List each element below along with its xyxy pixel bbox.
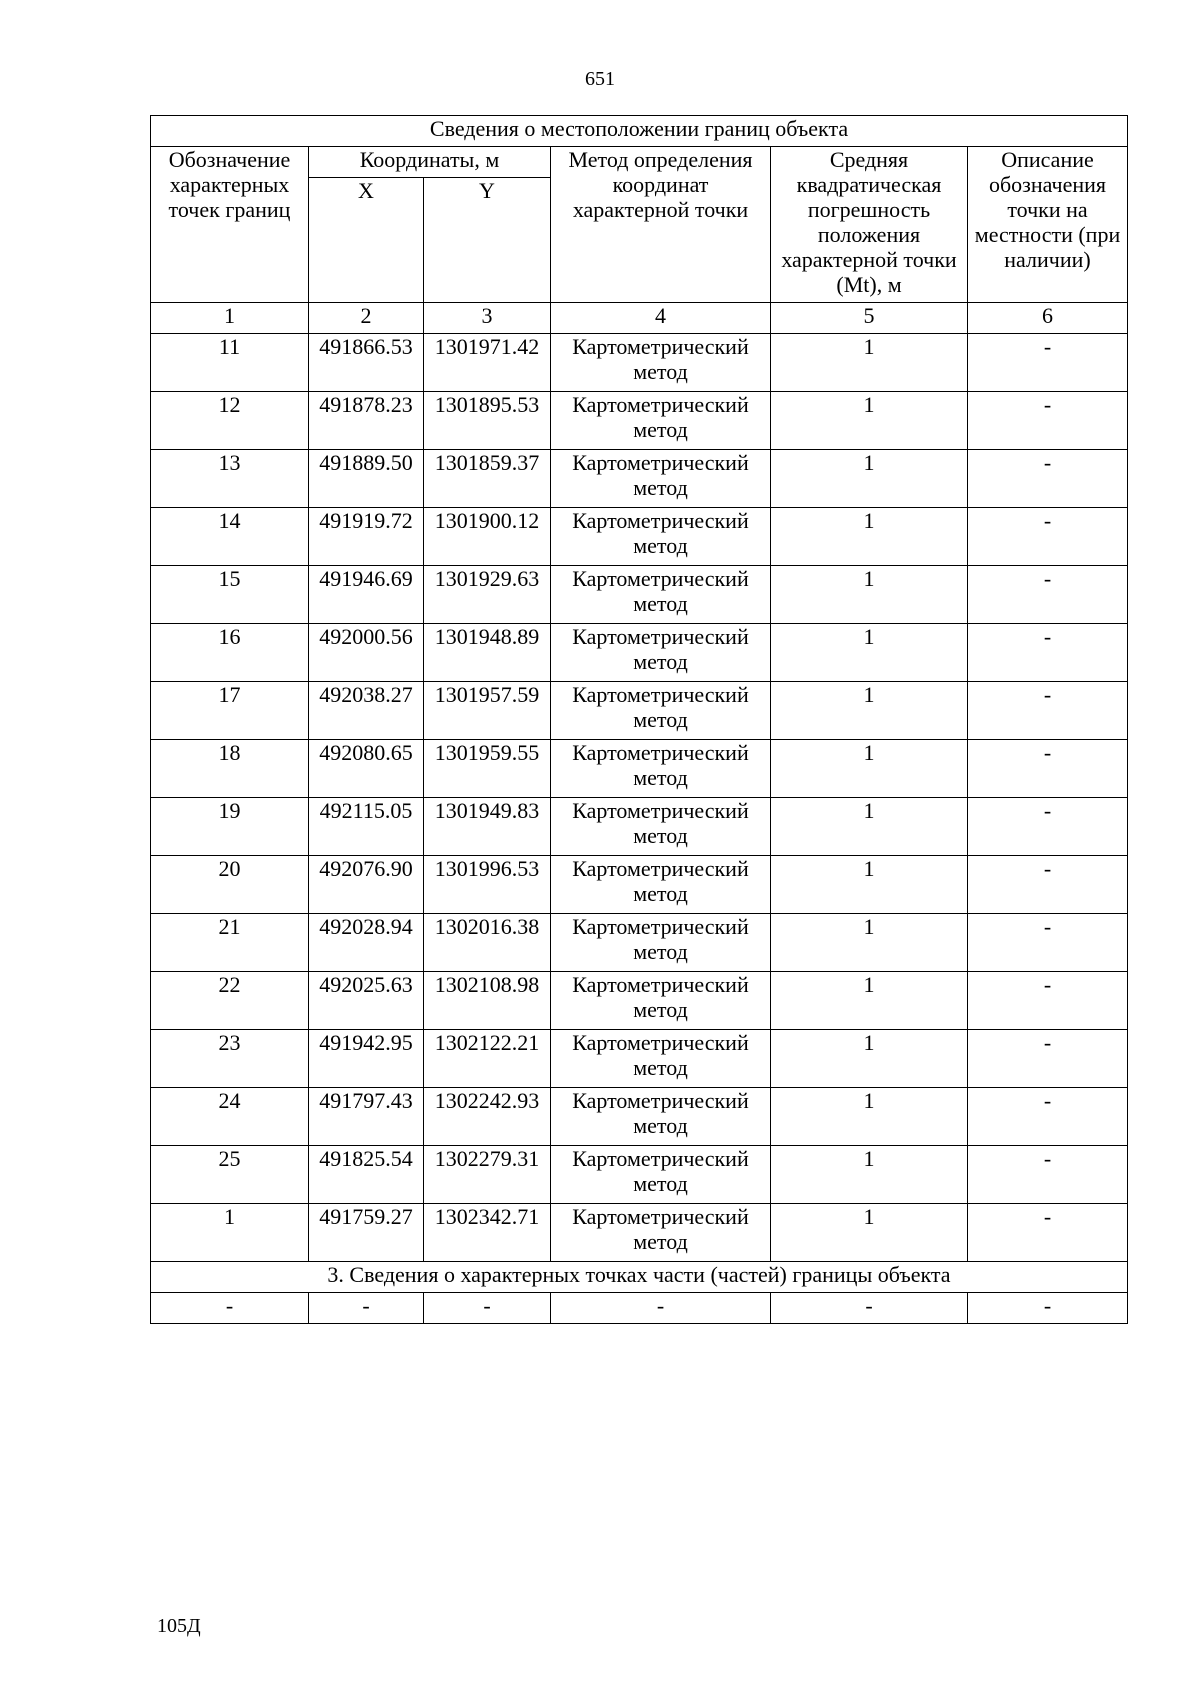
column-number: 5	[771, 303, 968, 334]
table-row	[151, 798, 1128, 856]
header-y: Y	[424, 178, 551, 303]
cell-point: 23	[151, 1030, 309, 1088]
cell-point: 18	[151, 740, 309, 798]
cell-accuracy: 1	[771, 856, 968, 914]
table-title: Сведения о местоположении границ объекта	[151, 116, 1128, 147]
table-row	[151, 334, 1128, 392]
cell-method: Картометрический метод	[551, 508, 771, 566]
table-row	[151, 566, 1128, 624]
cell-method: Картометрический метод	[551, 914, 771, 972]
cell-x: 491942.95	[309, 1030, 424, 1088]
cell-y: 1302342.71	[424, 1204, 551, 1262]
cell-y: 1301957.59	[424, 682, 551, 740]
table-row	[151, 392, 1128, 450]
cell-point: 16	[151, 624, 309, 682]
cell-point: 17	[151, 682, 309, 740]
table-row	[151, 1030, 1128, 1088]
section3-title: 3. Сведения о характерных точках части (частей) границы объекта	[151, 1262, 1128, 1293]
cell-description: -	[968, 1088, 1128, 1146]
cell-method: Картометрический метод	[551, 566, 771, 624]
cell-description: -	[968, 740, 1128, 798]
page-number: 651	[585, 68, 615, 90]
cell-accuracy: 1	[771, 1146, 968, 1204]
cell-accuracy: 1	[771, 450, 968, 508]
section3-cell: -	[968, 1293, 1128, 1324]
cell-method: Картометрический метод	[551, 334, 771, 392]
table-row	[151, 682, 1128, 740]
section3-cell: -	[151, 1293, 309, 1324]
cell-y: 1302122.21	[424, 1030, 551, 1088]
cell-method: Картометрический метод	[551, 392, 771, 450]
column-number: 1	[151, 303, 309, 334]
cell-accuracy: 1	[771, 392, 968, 450]
cell-accuracy: 1	[771, 1088, 968, 1146]
cell-point: 19	[151, 798, 309, 856]
cell-y: 1301948.89	[424, 624, 551, 682]
cell-method: Картометрический метод	[551, 1204, 771, 1262]
cell-y: 1301996.53	[424, 856, 551, 914]
cell-accuracy: 1	[771, 1030, 968, 1088]
table-row	[151, 1204, 1128, 1262]
header-x: X	[309, 178, 424, 303]
cell-description: -	[968, 972, 1128, 1030]
cell-x: 491919.72	[309, 508, 424, 566]
cell-method: Картометрический метод	[551, 624, 771, 682]
cell-accuracy: 1	[771, 798, 968, 856]
cell-x: 492028.94	[309, 914, 424, 972]
cell-method: Картометрический метод	[551, 972, 771, 1030]
cell-y: 1302242.93	[424, 1088, 551, 1146]
cell-x: 491759.27	[309, 1204, 424, 1262]
cell-x: 491797.43	[309, 1088, 424, 1146]
column-number: 2	[309, 303, 424, 334]
table-row	[151, 856, 1128, 914]
cell-x: 492038.27	[309, 682, 424, 740]
cell-accuracy: 1	[771, 624, 968, 682]
table-row	[151, 914, 1128, 972]
cell-y: 1302108.98	[424, 972, 551, 1030]
cell-y: 1302279.31	[424, 1146, 551, 1204]
cell-y: 1301859.37	[424, 450, 551, 508]
cell-point: 13	[151, 450, 309, 508]
table-row	[151, 972, 1128, 1030]
cell-accuracy: 1	[771, 914, 968, 972]
table-row	[151, 1088, 1128, 1146]
table-row	[151, 450, 1128, 508]
cell-x: 492076.90	[309, 856, 424, 914]
column-number: 4	[551, 303, 771, 334]
cell-y: 1301949.83	[424, 798, 551, 856]
cell-point: 20	[151, 856, 309, 914]
cell-accuracy: 1	[771, 972, 968, 1030]
footer-code: 105Д	[157, 1615, 201, 1637]
cell-method: Картометрический метод	[551, 450, 771, 508]
cell-description: -	[968, 566, 1128, 624]
cell-x: 491889.50	[309, 450, 424, 508]
cell-description: -	[968, 1146, 1128, 1204]
cell-method: Картометрический метод	[551, 1088, 771, 1146]
cell-point: 22	[151, 972, 309, 1030]
cell-description: -	[968, 798, 1128, 856]
cell-point: 25	[151, 1146, 309, 1204]
cell-x: 491878.23	[309, 392, 424, 450]
boundary-table	[150, 115, 1128, 1324]
cell-description: -	[968, 392, 1128, 450]
cell-description: -	[968, 1204, 1128, 1262]
cell-description: -	[968, 856, 1128, 914]
cell-description: -	[968, 1030, 1128, 1088]
cell-y: 1301900.12	[424, 508, 551, 566]
header-accuracy: Средняя квадратическая погрешность положения характерной точки (Mt), м	[771, 147, 968, 303]
cell-accuracy: 1	[771, 740, 968, 798]
cell-method: Картометрический метод	[551, 682, 771, 740]
cell-point: 1	[151, 1204, 309, 1262]
cell-accuracy: 1	[771, 508, 968, 566]
cell-method: Картометрический метод	[551, 1030, 771, 1088]
cell-y: 1301895.53	[424, 392, 551, 450]
cell-accuracy: 1	[771, 1204, 968, 1262]
section3-cell: -	[309, 1293, 424, 1324]
cell-x: 492115.05	[309, 798, 424, 856]
cell-point: 21	[151, 914, 309, 972]
cell-y: 1301959.55	[424, 740, 551, 798]
cell-description: -	[968, 914, 1128, 972]
table-row	[151, 508, 1128, 566]
cell-x: 492025.63	[309, 972, 424, 1030]
cell-y: 1302016.38	[424, 914, 551, 972]
cell-x: 491866.53	[309, 334, 424, 392]
cell-x: 492080.65	[309, 740, 424, 798]
cell-description: -	[968, 682, 1128, 740]
cell-description: -	[968, 624, 1128, 682]
header-description: Описание обозначения точки на местности (при наличии)	[968, 147, 1128, 303]
cell-method: Картометрический метод	[551, 798, 771, 856]
cell-point: 11	[151, 334, 309, 392]
cell-accuracy: 1	[771, 334, 968, 392]
column-numbers-row	[151, 303, 1128, 334]
cell-point: 24	[151, 1088, 309, 1146]
column-number: 6	[968, 303, 1128, 334]
header-method: Метод определения координат характерной точки	[551, 147, 771, 303]
cell-method: Картометрический метод	[551, 1146, 771, 1204]
header-point: Обозначение характерных точек границ	[151, 147, 309, 303]
section3-cell: -	[551, 1293, 771, 1324]
cell-accuracy: 1	[771, 682, 968, 740]
cell-point: 15	[151, 566, 309, 624]
cell-x: 491946.69	[309, 566, 424, 624]
cell-method: Картометрический метод	[551, 740, 771, 798]
section3-cell: -	[771, 1293, 968, 1324]
cell-description: -	[968, 450, 1128, 508]
section3-cell: -	[424, 1293, 551, 1324]
section3-row	[151, 1293, 1128, 1324]
cell-x: 492000.56	[309, 624, 424, 682]
cell-y: 1301971.42	[424, 334, 551, 392]
cell-method: Картометрический метод	[551, 856, 771, 914]
cell-description: -	[968, 334, 1128, 392]
cell-x: 491825.54	[309, 1146, 424, 1204]
table-row	[151, 1146, 1128, 1204]
table-row	[151, 624, 1128, 682]
cell-accuracy: 1	[771, 566, 968, 624]
cell-y: 1301929.63	[424, 566, 551, 624]
cell-point: 12	[151, 392, 309, 450]
column-number: 3	[424, 303, 551, 334]
cell-point: 14	[151, 508, 309, 566]
table-row	[151, 740, 1128, 798]
header-coords: Координаты, м	[309, 147, 551, 178]
cell-description: -	[968, 508, 1128, 566]
